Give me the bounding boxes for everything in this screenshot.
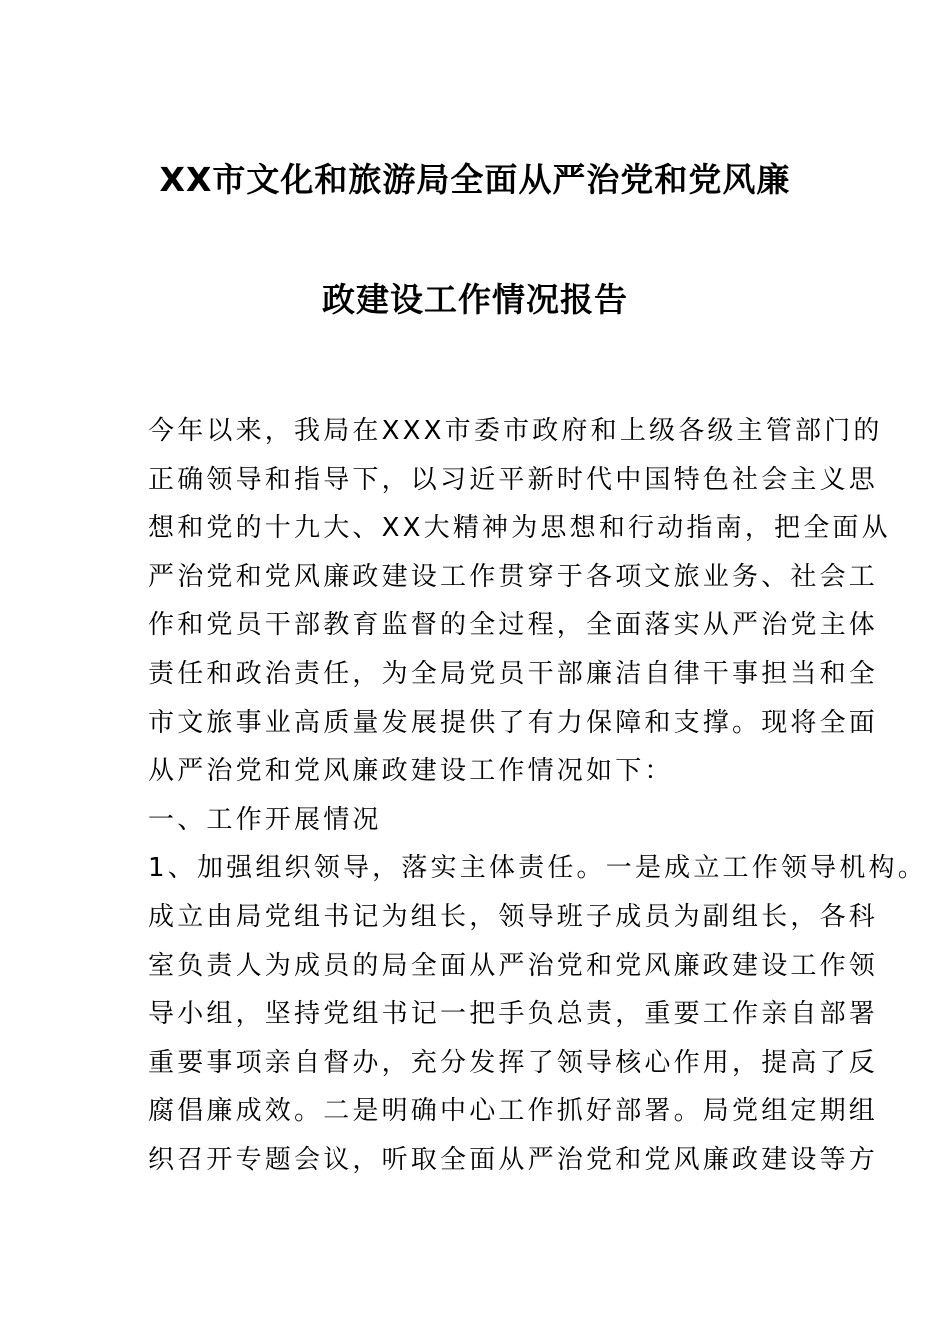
- document-title-line-2: 政建设工作情况报告: [322, 280, 628, 319]
- body-line: 重要事项亲自督办，充分发挥了领导核心作用，提高了反: [148, 1047, 879, 1078]
- body-line: 想和党的十九大、XX大精神为思想和行动指南，把全面从: [148, 513, 891, 544]
- body-line: 室负责人为成员的局全面从严治党和党风廉政建设工作领: [148, 950, 879, 981]
- section-heading: 一、工作开展情况: [148, 804, 382, 835]
- body-line: 今年以来，我局在XXX市委市政府和上级各级主管部门的: [148, 416, 883, 446]
- body-line: 责任和政治责任，为全局党员干部廉洁自律干事担当和全: [148, 658, 879, 689]
- body-line: 严治党和党风廉政建设工作贯穿于各项文旅业务、社会工: [148, 561, 879, 592]
- body-line: 作和党员干部教育监督的全过程，全面落实从严治党主体: [148, 610, 879, 641]
- body-line: 织召开专题会议，听取全面从严治党和党风廉政建设等方: [148, 1144, 879, 1175]
- body-line: 从严治党和党风廉政建设工作情况如下：: [148, 756, 674, 787]
- document-title-line-1: XX市文化和旅游局全面从严治党和党风廉: [159, 160, 791, 199]
- body-line: 成立由局党组书记为组长，领导班子成员为副组长，各科: [148, 901, 879, 932]
- body-line: 导小组，坚持党组书记一把手负总责，重要工作亲自部署: [148, 999, 879, 1030]
- body-line: 1、加强组织领导，落实主体责任。一是成立工作领导机构。: [148, 853, 927, 884]
- body-line: 市文旅事业高质量发展提供了有力保障和支撑。现将全面: [148, 707, 879, 738]
- body-line: 正确领导和指导下，以习近平新时代中国特色社会主义思: [148, 464, 879, 495]
- document-body: [148, 407, 927, 1185]
- body-line: 腐倡廉成效。二是明确中心工作抓好部署。局党组定期组: [148, 1096, 879, 1127]
